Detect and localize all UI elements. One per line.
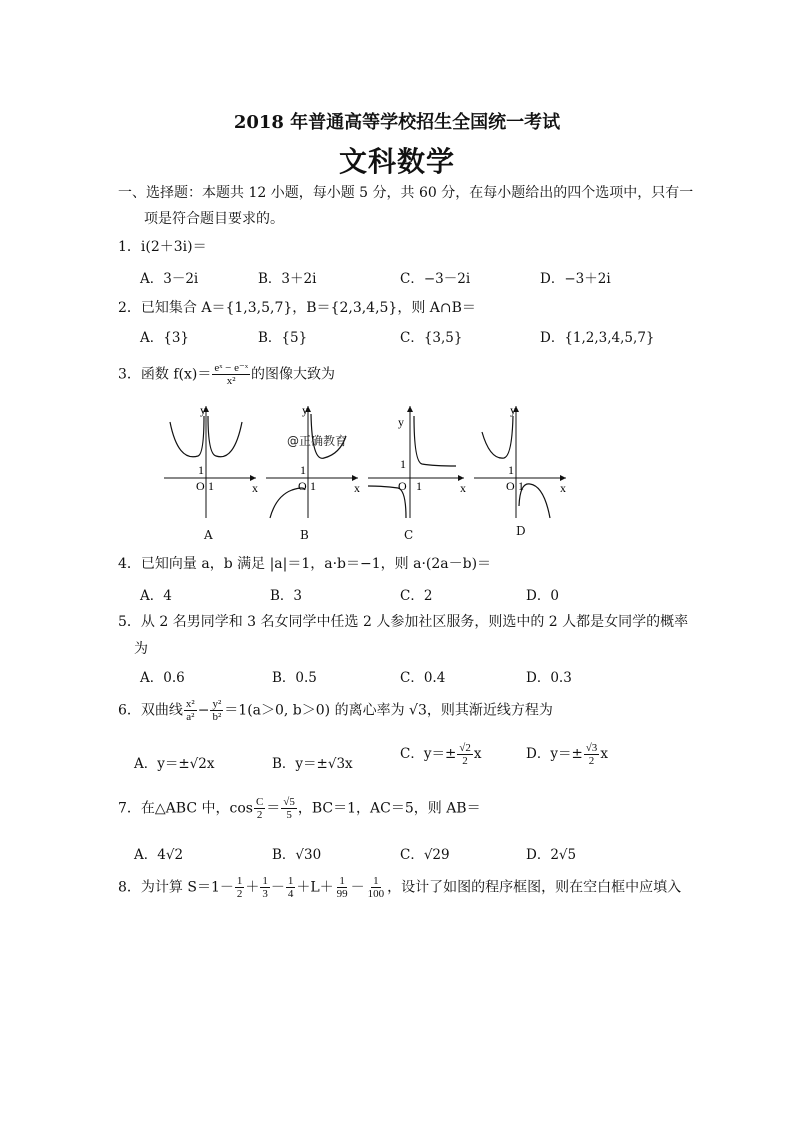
q7-eq: ＝ (266, 800, 281, 817)
graph-a (160, 402, 260, 522)
graph-c-y-unit: 1 (400, 457, 406, 471)
q6-option-c-pre: C．y＝± (400, 746, 457, 762)
q5-option-d: D．0.3 (526, 670, 572, 686)
graph-b-y-label: y (302, 403, 308, 417)
q5-option-c: C．0.4 (400, 670, 446, 686)
graph-c-label: C (404, 528, 414, 542)
q6-frac-1-den: a² (186, 711, 195, 723)
q7-frac-1-num: C (255, 796, 264, 808)
q6-option-c-num: √2 (459, 742, 471, 754)
graph-b-x-unit: 1 (310, 479, 316, 493)
graph-a-label: A (204, 528, 213, 542)
graph-b-origin: O (298, 479, 307, 493)
q8-frac-3-den: 4 (287, 888, 294, 900)
graph-c-x-label: x (460, 481, 466, 495)
graph-d (470, 402, 570, 522)
section-instructions-line1: 一、选择题：本题共 12 小题，每小题 5 分，共 60 分，在每小题给出的四个选项中，只有一 (118, 185, 694, 201)
graph-d-x-label: x (560, 481, 566, 495)
q8-frac-1-den: 2 (236, 888, 243, 900)
q6-option-c-frac (457, 742, 473, 767)
graph-d-y-label: y (510, 403, 516, 417)
q6-prefix: 6．双曲线 (118, 702, 183, 719)
q6-option-c-den: 2 (462, 755, 468, 767)
graph-d-label: D (516, 524, 526, 538)
q7-option-a: A．4√2 (134, 847, 184, 863)
question-1: 1．i(2＋3i)＝ (118, 239, 207, 255)
q6-option-c-post: x (473, 746, 482, 762)
q8-frac-5-den: 100 (367, 888, 385, 900)
graph-d-origin: O (506, 479, 515, 493)
question-6 (118, 698, 553, 723)
question-5: 5．从 2 名男同学和 3 名女同学中任选 2 人参加社区服务，则选中的 2 人都是女同学的概率 (118, 614, 689, 630)
question-8 (118, 875, 681, 900)
q8-frac-5 (366, 875, 387, 900)
q4-option-d: D．0 (526, 588, 559, 604)
q1-option-b: B．3＋2i (258, 271, 317, 287)
q4-option-c: C．2 (400, 588, 433, 604)
q7-suffix: ，BC＝1，AC＝5，则 AB＝ (297, 800, 481, 817)
q2-option-a: A．{3} (140, 330, 190, 346)
watermark: @正确教育 (287, 434, 348, 448)
graph-c-x-unit: 1 (416, 479, 422, 493)
question-3 (118, 362, 335, 387)
exam-subtitle: 文科数学 (338, 145, 455, 178)
q8-frac-1-num: 1 (236, 875, 243, 887)
q3-prefix: 3．函数 f(x)＝ (118, 366, 212, 383)
q8-frac-2 (260, 875, 270, 900)
q3-frac-num: eˣ − e⁻ˣ (214, 362, 248, 374)
q6-option-d-post: x (600, 746, 608, 762)
q2-option-b: B．{5} (258, 330, 308, 346)
q8-op-3: ＋L＋ (296, 879, 334, 896)
q7-frac-2-num: √5 (283, 796, 295, 808)
q6-option-a: A．y＝±√2x (134, 756, 215, 772)
q1-option-c: C．−3－2i (400, 271, 471, 287)
section-instructions-line2: 项是符合题目要求的。 (144, 211, 284, 227)
q2-option-c: C．{3,5} (400, 330, 463, 346)
q7-option-b: B．√30 (272, 847, 322, 863)
question-5-cont: 为 (134, 641, 148, 657)
q8-frac-3 (286, 875, 296, 900)
q5-option-b: B．0.5 (272, 670, 317, 686)
q8-op-4: － (350, 879, 365, 896)
graph-b-label: B (300, 528, 309, 542)
q8-frac-2-den: 3 (262, 888, 268, 900)
q8-frac-4-num: 1 (339, 875, 345, 887)
question-2: 2．已知集合 A＝{1,3,5,7}，B＝{2,3,4,5}，则 A∩B＝ (118, 300, 476, 316)
graph-c-origin: O (398, 479, 407, 493)
graph-a-x-unit: 1 (208, 479, 214, 493)
q8-op-1: ＋ (245, 879, 260, 896)
q6-option-d-den: 2 (588, 755, 595, 767)
q7-prefix: 7．在△ABC 中，cos (118, 800, 253, 817)
q6-option-d-frac (584, 742, 600, 767)
q8-frac-4 (335, 875, 350, 900)
q3-frac-den: x² (226, 375, 236, 387)
graph-a-y-unit: 1 (198, 463, 204, 477)
q2-option-d: D．{1,2,3,4,5,7} (540, 330, 655, 346)
graph-a-origin: O (196, 479, 205, 493)
question-4: 4．已知向量 a，b 满足 |a|＝1，a·b＝−1，则 a·(2a－b)＝ (118, 556, 492, 572)
q6-option-d-num: √3 (585, 742, 598, 754)
graph-b-x-label: x (354, 481, 360, 495)
q8-suffix: ，设计了如图的程序框图，则在空白框中应填入 (387, 879, 682, 896)
q8-op-2: － (270, 879, 285, 896)
graph-a-x-label: x (252, 481, 258, 495)
q6-option-c (400, 742, 481, 767)
question-7 (118, 796, 481, 821)
graph-b-y-unit: 1 (300, 463, 306, 477)
q7-frac-1 (254, 796, 265, 821)
q7-option-c: C．√29 (400, 847, 450, 863)
q7-option-d: D．2√5 (526, 847, 577, 863)
q6-frac-2-num: y² (212, 698, 222, 710)
q8-prefix: 8．为计算 S＝1－ (118, 879, 234, 896)
q8-frac-1 (235, 875, 245, 900)
q7-frac-2-den: 5 (286, 809, 292, 821)
q6-minus: − (197, 702, 210, 719)
graph-b (262, 402, 362, 522)
q5-option-a: A．0.6 (140, 670, 185, 686)
q1-option-a: A．3－2i (140, 271, 199, 287)
q7-frac-2 (281, 796, 297, 821)
q4-option-a: A．4 (140, 588, 172, 604)
q3-fraction (212, 362, 250, 387)
q3-suffix: 的图像大致为 (251, 366, 335, 383)
q4-option-b: B．3 (270, 588, 303, 604)
q7-frac-1-den: 2 (256, 809, 263, 821)
graph-a-y-label: y (200, 403, 206, 417)
q6-option-d (526, 742, 608, 767)
graph-c (364, 402, 468, 522)
exam-title: 2018 年普通高等学校招生全国统一考试 (233, 112, 561, 133)
q6-frac-1 (184, 698, 197, 723)
q6-frac-2-den: b² (212, 711, 222, 723)
graph-c-y-label: y (398, 415, 404, 429)
q6-option-b: B．y＝±√3x (272, 756, 353, 772)
q6-frac-1-num: x² (185, 698, 195, 710)
q6-middle: ＝1(a＞0, b＞0) 的离心率为 √3，则其渐近线方程为 (224, 702, 553, 719)
graph-d-y-unit: 1 (508, 463, 514, 477)
q8-frac-2-num: 1 (262, 875, 268, 887)
q8-frac-5-num: 1 (373, 875, 379, 887)
q8-frac-4-den: 99 (336, 888, 348, 900)
q8-frac-3-num: 1 (287, 875, 294, 887)
q6-frac-2 (210, 698, 223, 723)
graph-d-x-unit: 1 (518, 479, 524, 493)
q1-option-d: D．−3＋2i (540, 271, 611, 287)
q6-option-d-pre: D．y＝± (526, 746, 583, 762)
